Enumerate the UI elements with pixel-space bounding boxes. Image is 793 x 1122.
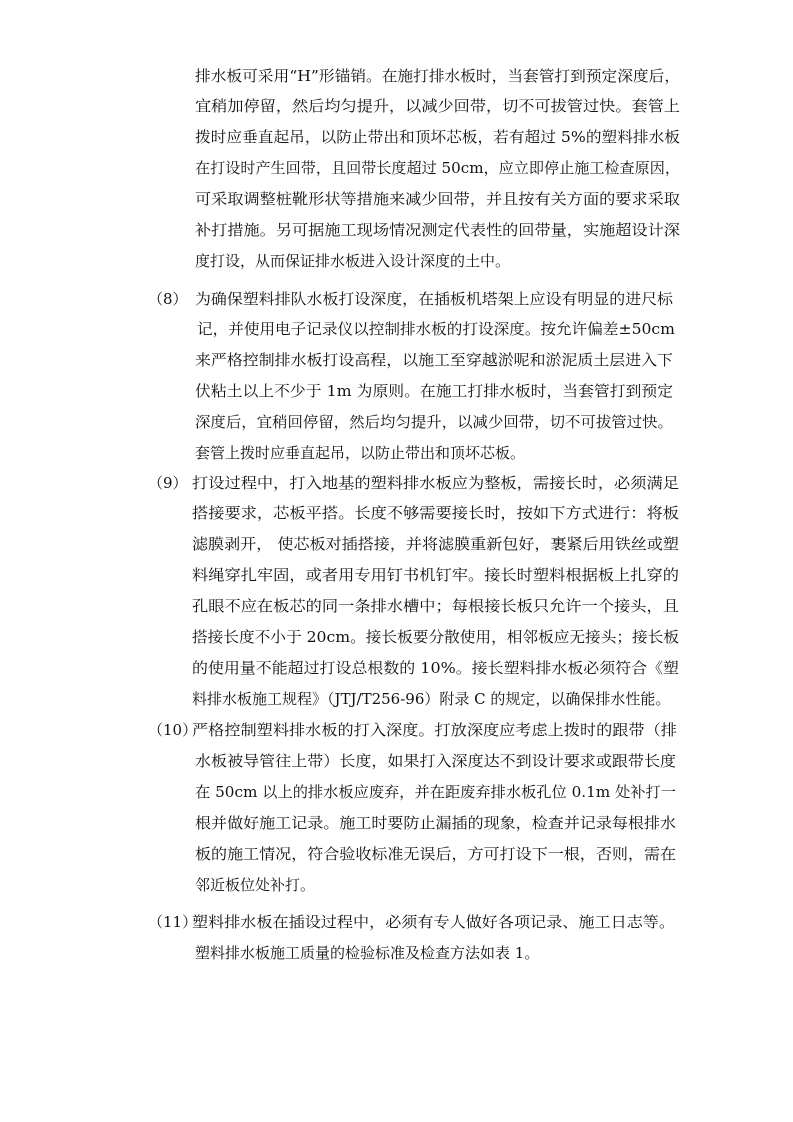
text-line — [0, 158, 793, 178]
paragraph-text: 搭接长度不小于 20cm。接长板要分散使用，相邻板应无接头；接长板 — [192, 628, 680, 646]
text-line — [0, 782, 793, 802]
text-line — [0, 720, 793, 740]
paragraph-text: 塑料排水板在插设过程中，必须有专人做好各项记录、施工日志等。 — [192, 913, 676, 931]
text-line — [0, 627, 793, 647]
text-line — [0, 689, 793, 709]
paragraph-text: 拨时应垂直起吊，以防止带出和顶坏芯板，若有超过 5%的塑料排水板 — [195, 128, 680, 146]
text-line — [0, 875, 793, 895]
paragraph-text: 记，并使用电子记录仪以控制排水板的打设深度。按允许偏差±50cm — [197, 320, 675, 338]
text-line — [0, 473, 793, 493]
item-number: （8） — [148, 290, 188, 308]
text-line — [0, 443, 793, 463]
paragraph-text: 根并做好施工记录。施工时要防止漏插的现象，检查并记录每根排水 — [195, 814, 677, 832]
paragraph-text: 深度后，宜稍回停留，然后均匀提升，以减少回带，切不可拔管过快。 — [195, 413, 673, 431]
item-number: （11） — [148, 913, 198, 931]
text-line — [0, 96, 793, 116]
text-line — [0, 658, 793, 678]
text-line — [0, 350, 793, 370]
paragraph-text: 打设过程中，打入地基的塑料排水板应为整板，需接长时，必须满足 — [192, 474, 680, 492]
paragraph-text: 补打措施。另可据施工现场情况测定代表性的回带量，实施超设计深 — [195, 221, 680, 239]
paragraph-text: 邻近板位处补打。 — [195, 876, 316, 894]
text-line — [0, 844, 793, 864]
text-line — [0, 813, 793, 833]
text-line — [0, 220, 793, 240]
text-line — [0, 381, 793, 401]
text-line — [0, 66, 793, 86]
paragraph-text: 套管上拨时应垂直起吊，以防止带出和顶坏芯板。 — [195, 444, 526, 462]
item-number: （9） — [148, 474, 188, 492]
text-line — [0, 565, 793, 585]
text-line — [0, 503, 793, 523]
text-line — [0, 412, 793, 432]
text-line — [0, 751, 793, 771]
text-line — [0, 251, 793, 271]
paragraph-text: 水板被导管往上带）长度，如果打入深度达不到设计要求或跟带长度 — [195, 752, 677, 770]
paragraph-text: 伏粘土以上不少于 1m 为原则。在施工打排水板时，当套管打到预定 — [195, 382, 674, 400]
paragraph-text: 料排水板施工规程》（JTJ/T256-96）附录 C 的规定，以确保排水性能。 — [192, 690, 671, 708]
paragraph-text: 来严格控制排水板打设高程，以施工至穿越淤呢和淤泥质土层进入下 — [195, 351, 674, 369]
text-line — [0, 596, 793, 616]
paragraph-text: 度打设，从而保证排水板进入设计深度的土中。 — [195, 252, 511, 270]
paragraph-text: 宜稍加停留，然后均匀提升，以减少回带，切不可拔管过快。套管上 — [195, 97, 680, 115]
paragraph-text: 为确保塑料排队水板打设深度，在插板机塔架上应设有明显的进尺标 — [195, 290, 674, 308]
paragraph-text: 塑料排水板施工质量的检验标准及检查方法如表 1。 — [195, 944, 540, 962]
text-line — [0, 189, 793, 209]
text-line — [0, 534, 793, 554]
paragraph-text: 在 50cm 以上的排水板应废弃，并在距废弃排水板孔位 0.1m 处补打一 — [195, 783, 676, 801]
text-line — [0, 127, 793, 147]
paragraph-text: 排水板可采用“H”形锚销。在施打排水板时，当套管打到预定深度后， — [195, 67, 681, 85]
paragraph-text: 搭接要求，芯板平搭。长度不够需要接长时，按如下方式进行：将板 — [192, 504, 680, 522]
paragraph-text: 滤膜剥开， 使芯板对插搭接，并将滤膜重新包好，裹紧后用铁丝或塑 — [192, 535, 679, 553]
paragraph-text: 的使用量不能超过打设总根数的 10%。接长塑料排水板必须符合《塑 — [192, 659, 679, 677]
paragraph-text: 可采取调整桩靴形状等措施来减少回带，并且按有关方面的要求采取 — [195, 190, 680, 208]
paragraph-text: 在打设时产生回带，且回带长度超过 50cm，应立即停止施工检查原因， — [195, 159, 680, 177]
text-line — [0, 289, 793, 309]
paragraph-text: 板的施工情况，符合验收标准无误后，方可打设下一根，否则，需在 — [195, 845, 677, 863]
text-line — [0, 912, 793, 932]
text-line — [0, 319, 793, 339]
paragraph-text: 料绳穿扎牢固，或者用专用钉书机钉牢。接长时塑料根据板上扎穿的 — [192, 566, 680, 584]
text-line — [0, 943, 793, 963]
item-number: （10） — [148, 721, 198, 739]
paragraph-text: 严格控制塑料排水板的打入深度。打放深度应考虑上拨时的跟带（排 — [192, 721, 677, 739]
paragraph-text: 孔眼不应在板芯的同一条排水槽中；每根接长板只允许一个接头，且 — [192, 597, 680, 615]
